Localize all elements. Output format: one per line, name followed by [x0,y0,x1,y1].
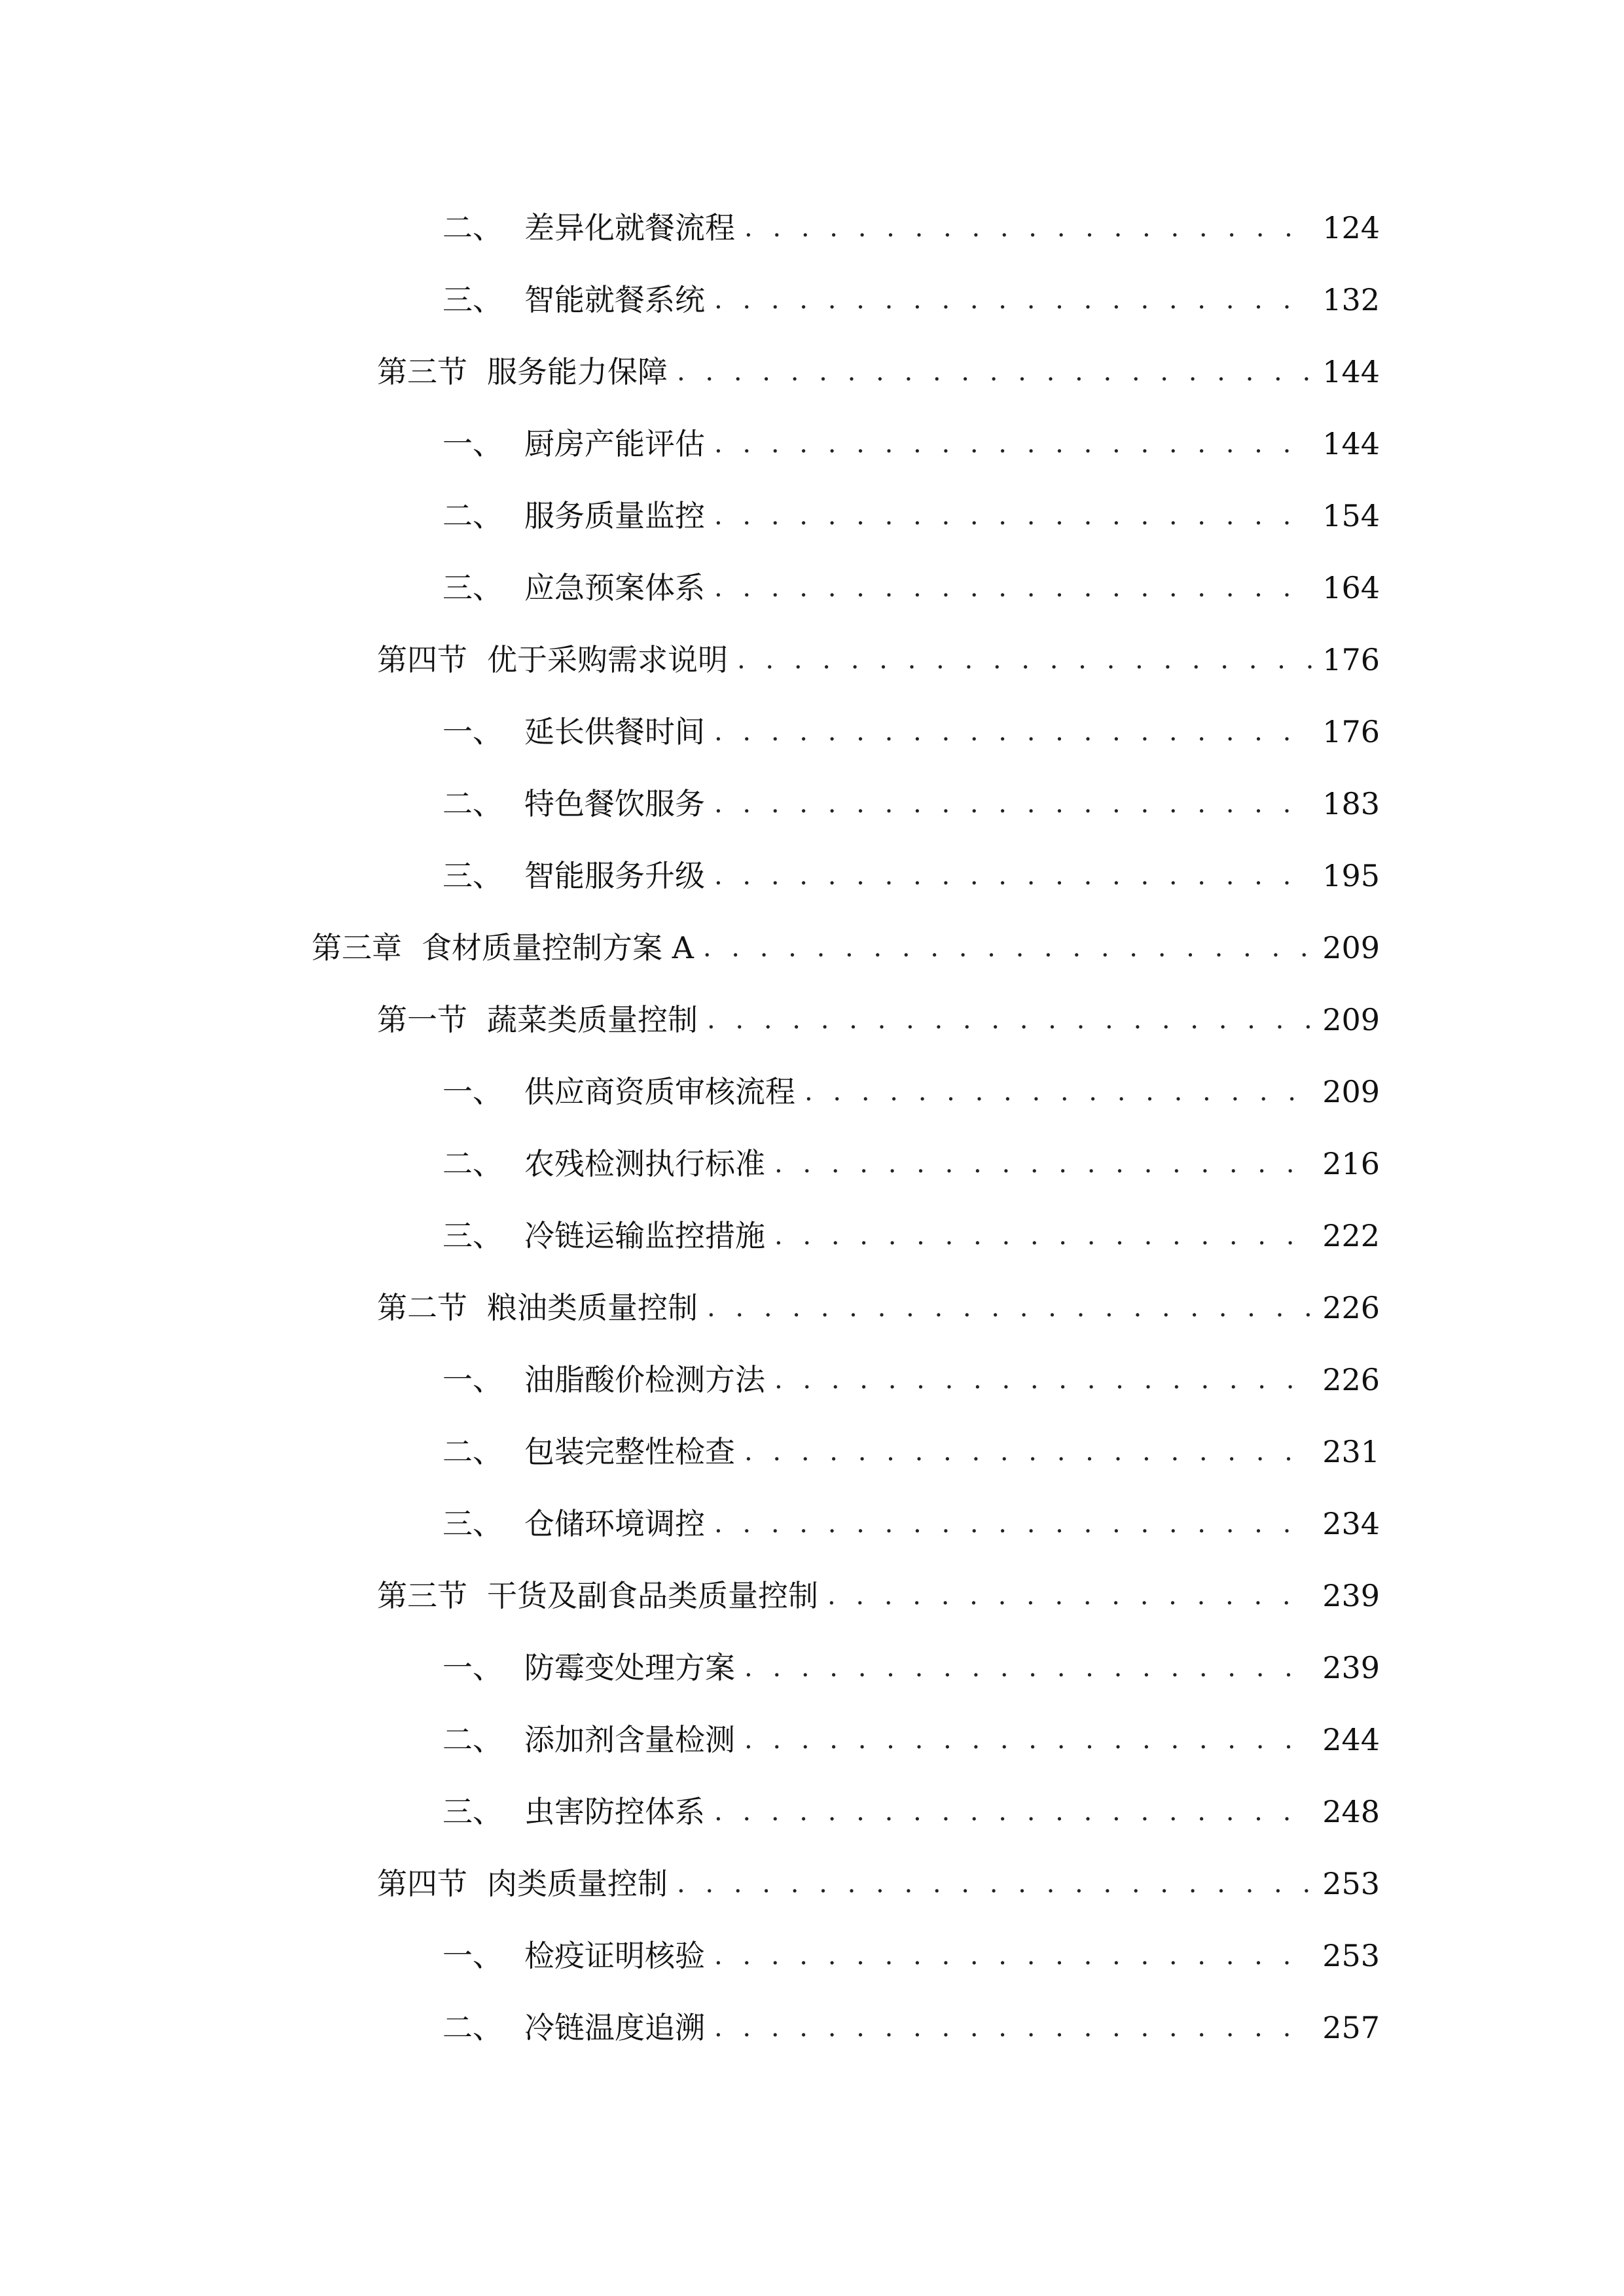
toc-entry[interactable] [442,1785,1380,1838]
toc-entry-number: 一、 [442,714,503,749]
toc-entry-page: 144 [1322,426,1380,461]
toc-entry-page: 222 [1322,1218,1380,1253]
toc-entry[interactable] [442,490,1380,542]
toc-entry-title: 特色餐饮服务 [524,786,705,821]
toc-entry-title: 防霉变处理方案 [524,1650,735,1685]
toc-entry-page: 226 [1322,1362,1380,1397]
dot-leader [714,1498,1313,1550]
toc-entry-number: 三、 [442,1506,503,1541]
toc-entry[interactable] [377,1857,1380,1910]
toc-entry-page: 176 [1322,714,1380,749]
toc-entry-number: 三、 [442,1218,503,1253]
toc-entry[interactable] [442,1210,1380,1262]
toc-entry-page: 154 [1322,498,1380,533]
toc-entry-title: 服务能力保障 [487,354,668,389]
toc-entry-number: 第三节 [377,354,467,389]
toc-entry-page: 164 [1322,570,1380,605]
dot-leader [714,490,1313,542]
toc-entry-number: 一、 [442,1074,503,1109]
toc-entry-title: 智能服务升级 [524,858,705,893]
toc-entry-page: 209 [1322,1074,1380,1109]
toc-entry-number: 二、 [442,1434,503,1469]
toc-entry-page: 248 [1322,1794,1380,1829]
toc-entry[interactable] [442,2001,1380,2054]
toc-entry-number: 一、 [442,1938,503,1973]
toc-entry-page: 244 [1322,1722,1380,1757]
toc-entry-page: 209 [1322,930,1380,965]
toc-entry[interactable] [442,850,1380,902]
toc-entry[interactable] [442,1929,1380,1982]
toc-entry-number: 第四节 [377,1866,467,1901]
toc-entry-title: 优于采购需求说明 [487,642,728,677]
toc-entry-title: 应急预案体系 [524,570,705,605]
toc-entry-page: 183 [1322,786,1380,821]
toc-entry-title: 农残检测执行标准 [524,1146,765,1181]
dot-leader [714,274,1313,326]
toc-entry[interactable] [442,1713,1380,1766]
toc-entry-title: 食材质量控制方案 A [422,930,694,965]
dot-leader [677,346,1313,398]
toc-entry-number: 三、 [442,858,503,893]
toc-entry-number: 第一节 [377,1002,467,1037]
toc-entry-page: 226 [1322,1290,1380,1325]
toc-entry-title: 服务质量监控 [524,498,705,533]
toc-entry-page: 209 [1322,1002,1380,1037]
toc-entry-page: 195 [1322,858,1380,893]
dot-leader [774,1354,1313,1406]
dot-leader [804,1066,1313,1118]
toc-entry-number: 三、 [442,1794,503,1829]
toc-entry-page: 257 [1322,2010,1380,2045]
toc-entry[interactable] [442,778,1380,830]
toc-entry[interactable] [442,202,1380,254]
toc-entry[interactable] [377,634,1380,686]
toc-entry[interactable] [442,1354,1380,1406]
toc-entry-title: 干货及副食品类质量控制 [487,1578,818,1613]
toc-entry-page: 234 [1322,1506,1380,1541]
dot-leader [744,202,1313,254]
dot-leader [774,1138,1313,1190]
dot-leader [714,850,1313,902]
toc-entry-number: 一、 [442,1362,503,1397]
toc-entry-number: 三、 [442,570,503,605]
toc-entry-page: 253 [1322,1866,1380,1901]
toc-entry-number: 第三节 [377,1578,467,1613]
toc-entry[interactable] [442,1066,1380,1118]
toc-entry[interactable] [442,418,1380,470]
toc-entry-number: 二、 [442,498,503,533]
toc-entry-title: 厨房产能评估 [524,426,705,461]
toc-entry-title: 冷链运输监控措施 [524,1218,765,1253]
toc-entry-title: 冷链温度追溯 [524,2010,705,2045]
toc-entry[interactable] [442,1641,1380,1694]
toc-entry-page: 132 [1322,282,1380,317]
toc-entry-title: 肉类质量控制 [487,1866,668,1901]
toc-entry[interactable] [442,1138,1380,1190]
toc-entry[interactable] [442,274,1380,326]
toc-entry[interactable] [442,1426,1380,1478]
dot-leader [827,1570,1313,1622]
toc-entry[interactable] [442,562,1380,614]
toc-entry-title: 蔬菜类质量控制 [487,1002,698,1037]
toc-entry-title: 供应商资质审核流程 [524,1074,795,1109]
toc-entry-title: 仓储环境调控 [524,1506,705,1541]
toc-entry-number: 第四节 [377,642,467,677]
toc-entry-number: 第三章 [312,930,402,965]
toc-entry-title: 油脂酸价检测方法 [524,1362,765,1397]
toc-entry-page: 216 [1322,1146,1380,1181]
toc-entry-page: 253 [1322,1938,1380,1973]
dot-leader [744,1641,1313,1694]
toc-entry-title: 添加剂含量检测 [524,1722,735,1757]
toc-entry[interactable] [377,346,1380,398]
toc-entry[interactable] [377,1282,1380,1334]
toc-entry[interactable] [377,994,1380,1046]
toc-entry-number: 二、 [442,2010,503,2045]
dot-leader [714,562,1313,614]
toc-entry-title: 检疫证明核验 [524,1938,705,1973]
toc-entry-page: 239 [1322,1650,1380,1685]
toc-entry-page: 144 [1322,354,1380,389]
toc-entry-number: 三、 [442,282,503,317]
toc-entry-title: 差异化就餐流程 [524,210,735,245]
dot-leader [744,1713,1313,1766]
toc-entry-title: 智能就餐系统 [524,282,705,317]
toc-entry-number: 一、 [442,426,503,461]
toc-entry-page: 239 [1322,1578,1380,1613]
dot-leader [737,634,1313,686]
toc-entry-page: 176 [1322,642,1380,677]
dot-leader [703,922,1313,974]
toc-entry-number: 二、 [442,786,503,821]
toc-entry[interactable] [377,1570,1380,1622]
dot-leader [714,2001,1313,2054]
toc-entry-page: 124 [1322,210,1380,245]
dot-leader [707,994,1313,1046]
toc-entry-number: 二、 [442,1722,503,1757]
toc-entry-number: 一、 [442,1650,503,1685]
toc-entry-number: 二、 [442,210,503,245]
toc-entry-title: 粮油类质量控制 [487,1290,698,1325]
dot-leader [714,778,1313,830]
dot-leader [714,1785,1313,1838]
toc-entry[interactable] [442,1498,1380,1550]
dot-leader [714,418,1313,470]
toc-entry-chapter[interactable] [312,922,1380,974]
toc-entry-title: 包装完整性检查 [524,1434,735,1469]
dot-leader [774,1210,1313,1262]
dot-leader [707,1282,1313,1334]
toc-entry-number: 第二节 [377,1290,467,1325]
toc-entry-page: 231 [1322,1434,1380,1469]
toc-entry-number: 二、 [442,1146,503,1181]
dot-leader [714,1929,1313,1982]
toc-entry-title: 虫害防控体系 [524,1794,705,1829]
dot-leader [714,706,1313,758]
toc-entry[interactable] [442,706,1380,758]
dot-leader [677,1857,1313,1910]
toc-entry-title: 延长供餐时间 [524,714,705,749]
dot-leader [744,1426,1313,1478]
